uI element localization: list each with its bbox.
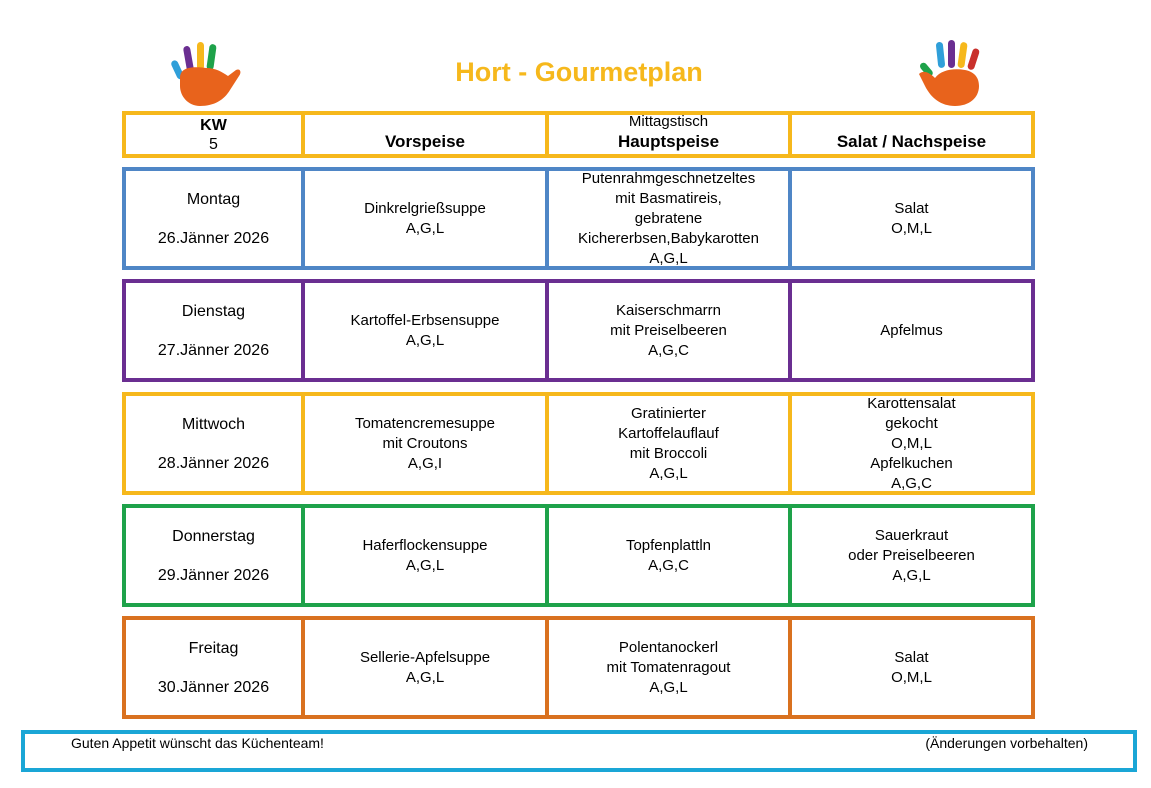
day-name: Freitag <box>188 640 239 657</box>
day-date: 30.Jänner 2026 <box>157 679 270 696</box>
menu-line: A,G,L <box>405 331 445 349</box>
menu-line: Putenrahmgeschnetzeltes <box>581 169 756 187</box>
menu-line: Haferflockensuppe <box>362 536 488 554</box>
menu-line: Karottensalat <box>867 394 956 412</box>
menu-line: A,G,L <box>892 566 931 584</box>
column-heading: Salat / Nachspeise <box>836 132 987 151</box>
menu-line: Polentanockerl <box>618 638 719 656</box>
menu-line: gebratene <box>634 209 703 227</box>
footer-disclaimer: (Änderungen vorbehalten) <box>925 735 1088 751</box>
menu-line: Kartoffel-Erbsensuppe <box>350 311 500 329</box>
header-salat <box>792 115 1031 154</box>
menu-line: Gratinierter <box>630 404 707 422</box>
menu-line: Kichererbsen,Babykarotten <box>578 229 759 247</box>
menu-line: A,G,C <box>648 556 689 574</box>
vorspeise-cell <box>305 620 549 715</box>
menu-line: A,G,L <box>405 668 445 686</box>
day-cell <box>126 171 305 266</box>
day-name: Donnerstag <box>172 528 255 545</box>
day-row <box>122 504 1035 607</box>
day-row <box>122 279 1035 382</box>
menu-line: A,G,L <box>405 556 445 574</box>
menu-line: Kaiserschmarrn <box>615 301 722 319</box>
day-cell <box>126 396 305 491</box>
day-date: 26.Jänner 2026 <box>157 230 270 247</box>
menu-line: mit Croutons <box>382 434 468 452</box>
hauptspeise-cell <box>549 620 792 715</box>
menu-line: mit Tomatenragout <box>606 658 731 676</box>
vorspeise-cell <box>305 171 549 266</box>
menu-line: A,G,C <box>648 341 689 359</box>
header-hauptspeise <box>549 115 792 154</box>
day-row <box>122 167 1035 270</box>
kw-number: 5 <box>209 135 218 153</box>
menu-line: A,G,I <box>407 454 443 472</box>
menu-line: O,M,L <box>891 434 932 452</box>
menu-line: Apfelmus <box>880 321 943 339</box>
day-date: 27.Jänner 2026 <box>157 342 270 359</box>
day-cell <box>126 283 305 378</box>
day-name: Dienstag <box>181 303 246 320</box>
salat-cell <box>792 508 1031 603</box>
vorspeise-cell <box>305 396 549 491</box>
page-title: Hort - Gourmetplan <box>455 57 703 87</box>
menu-line: Topfenplattln <box>625 536 712 554</box>
salat-cell <box>792 620 1031 715</box>
day-name: Mittwoch <box>181 416 246 433</box>
menu-line: O,M,L <box>891 219 932 237</box>
footer <box>21 730 1137 772</box>
footer-greeting: Guten Appetit wünscht das Küchenteam! <box>71 735 324 751</box>
day-date: 28.Jänner 2026 <box>157 455 270 472</box>
hauptspeise-cell <box>549 508 792 603</box>
menu-line: oder Preiselbeeren <box>848 546 975 564</box>
menu-line: Dinkrelgrießsuppe <box>364 199 486 217</box>
salat-cell <box>792 283 1031 378</box>
menu-line: A,G,C <box>891 474 932 492</box>
column-heading: Hauptspeise <box>617 132 720 151</box>
menu-line: Salat <box>894 199 929 217</box>
menu-line: mit Broccoli <box>629 444 708 462</box>
menu-line: gekocht <box>885 414 938 432</box>
menu-line: mit Basmatireis, <box>615 189 722 207</box>
hauptspeise-cell <box>549 171 792 266</box>
header-row <box>122 111 1035 158</box>
hauptspeise-cell <box>549 396 792 491</box>
menu-line: Sellerie-Apfelsuppe <box>359 648 491 666</box>
day-cell <box>126 620 305 715</box>
header-vorspeise <box>305 115 549 154</box>
menu-line: A,G,L <box>405 219 445 237</box>
salat-cell <box>792 171 1031 266</box>
menu-line: Apfelkuchen <box>870 454 953 472</box>
menu-line: A,G,L <box>649 249 688 267</box>
vorspeise-cell <box>305 508 549 603</box>
day-row <box>122 616 1035 719</box>
day-cell <box>126 508 305 603</box>
day-date: 29.Jänner 2026 <box>157 567 270 584</box>
hauptspeise-cell <box>549 283 792 378</box>
menu-line: Kartoffelauflauf <box>618 424 719 442</box>
menu-line: A,G,L <box>649 678 688 696</box>
menu-line: O,M,L <box>891 668 932 686</box>
salat-cell <box>792 396 1031 491</box>
menu-line: Salat <box>894 648 929 666</box>
day-row <box>122 392 1035 495</box>
vorspeise-cell <box>305 283 549 378</box>
kw-label: KW <box>200 116 227 134</box>
menu-line: A,G,L <box>649 464 688 482</box>
menu-line: mit Preiselbeeren <box>610 321 727 339</box>
menu-line: Tomatencremesuppe <box>354 414 496 432</box>
column-heading: Vorspeise <box>384 132 465 151</box>
day-name: Montag <box>186 191 241 208</box>
mittagstisch-label: Mittagstisch <box>628 113 709 130</box>
menu-line: Sauerkraut <box>874 526 949 544</box>
kw-cell <box>126 115 305 154</box>
